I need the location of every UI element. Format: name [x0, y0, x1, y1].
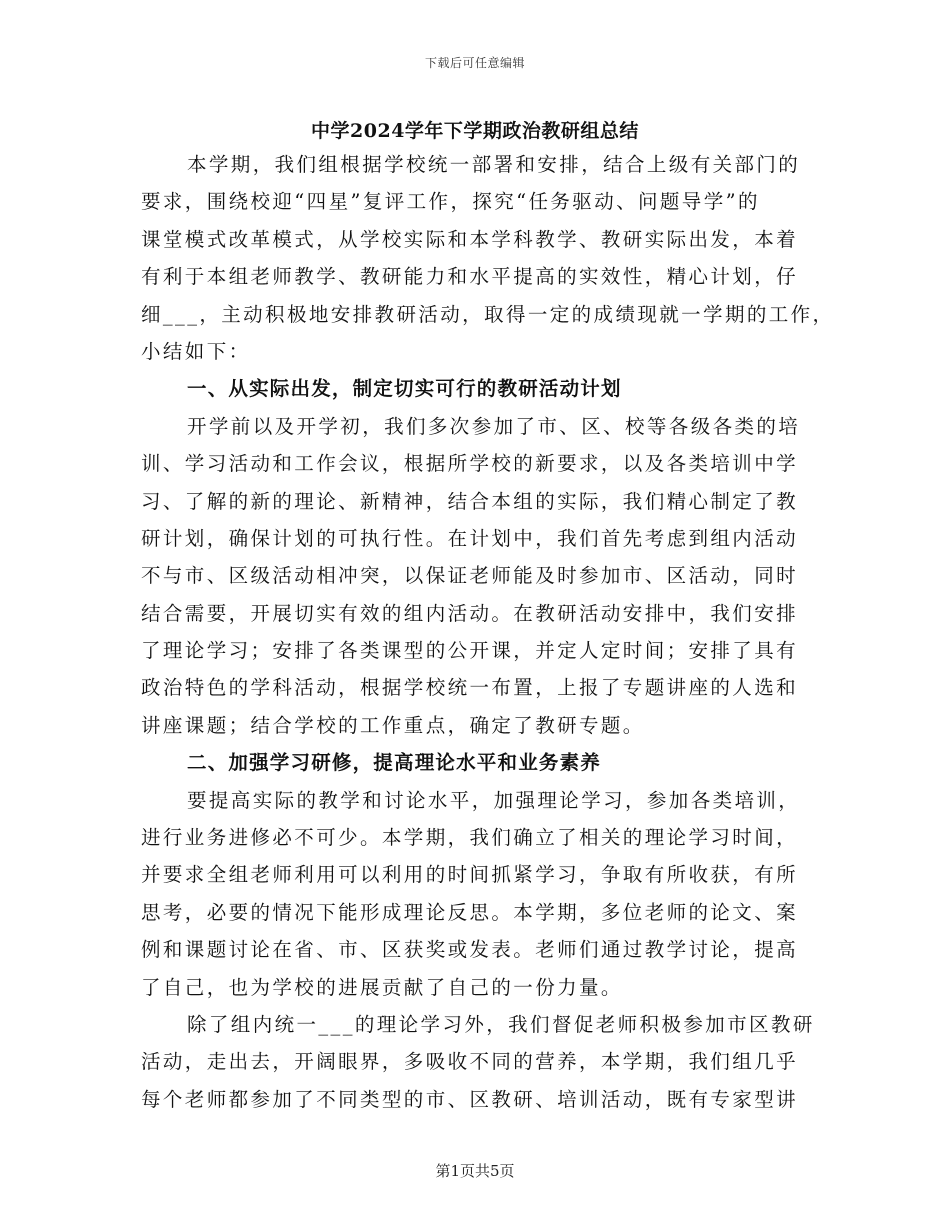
- paragraph-line: 结合需要，开展切实有效的组内活动。在教研活动安排中，我们安排: [141, 601, 799, 625]
- paragraph-line: 不与市、区级活动相冲突，以保证老师能及时参加市、区活动，同时: [141, 564, 799, 588]
- paragraph-line: 进行业务进修必不可少。本学期，我们确立了相关的理论学习时间，: [141, 826, 799, 850]
- paragraph-line: 有利于本组老师教学、教研能力和水平提高的实效性，精心计划，仔: [141, 265, 799, 289]
- paragraph-line: 小结如下：: [141, 339, 251, 363]
- paragraph-line: 开学前以及开学初，我们多次参加了市、区、校等各级各类的培: [187, 414, 801, 438]
- document-title: 中学2024学年下学期政治教研组总结: [311, 120, 639, 142]
- paragraph-line: 活动，走出去，开阔眼界，多吸收不同的营养，本学期，我们组几乎: [141, 1050, 799, 1074]
- paragraph-line: 并要求全组老师利用可以利用的时间抓紧学习，争取有所收获，有所: [141, 863, 799, 887]
- paragraph-line: 习、了解的新的理论、新精神，结合本组的实际，我们精心制定了教: [141, 489, 799, 513]
- header-note: 下载后可任意编辑: [424, 56, 525, 70]
- section-heading: 一、从实际出发，制定切实可行的教研活动计划: [187, 377, 622, 401]
- paragraph-line: 训、学习活动和工作会议，根据所学校的新要求，以及各类培训中学: [141, 452, 799, 476]
- paragraph-line: 了理论学习；安排了各类课型的公开课，并定人定时间；安排了具有: [141, 639, 799, 663]
- paragraph-line: 本学期，我们组根据学校统一部署和安排，结合上级有关部门的: [187, 153, 801, 176]
- paragraph-line: 政治特色的学科活动，根据学校统一布置，上报了专题讲座的人选和: [141, 676, 799, 700]
- paragraph-line: 了自己，也为学校的进展贡献了自己的一份力量。: [141, 975, 623, 999]
- section-heading: 二、加强学习研修，提高理论水平和业务素养: [187, 751, 602, 775]
- paragraph-line: 研计划，确保计划的可执行性。在计划中，我们首先考虑到组内活动: [141, 526, 799, 550]
- paragraph-line: 细___，主动积极地安排教研活动，取得一定的成绩现就一学期的工作，: [141, 302, 835, 326]
- document-body: [141, 146, 835, 1118]
- paragraph-line: 除了组内统一___的理论学习外，我们督促老师积极参加市区教研: [187, 1012, 815, 1036]
- paragraph-line: 要求，围绕校迎“四星”复评工作，探究“任务驱动、问题导学”的: [141, 190, 760, 214]
- paragraph-line: 例和课题讨论在省、市、区获奖或发表。老师们通过教学讨论，提高: [141, 938, 799, 962]
- paragraph-line: 每个老师都参加了不同类型的市、区教研、培训活动，既有专家型讲: [141, 1087, 799, 1111]
- page-number-footer: 第1页共5页: [435, 1162, 515, 1180]
- paragraph-line: 思考，必要的情况下能形成理论反思。本学期，多位老师的论文、案: [141, 900, 799, 924]
- paragraph-line: 讲座课题；结合学校的工作重点，确定了教研专题。: [141, 713, 645, 737]
- paragraph-line: 课堂模式改革模式，从学校实际和本学科教学、教研实际出发，本着: [141, 227, 799, 251]
- paragraph-line: 要提高实际的教学和讨论水平，加强理论学习，参加各类培训，: [187, 788, 801, 812]
